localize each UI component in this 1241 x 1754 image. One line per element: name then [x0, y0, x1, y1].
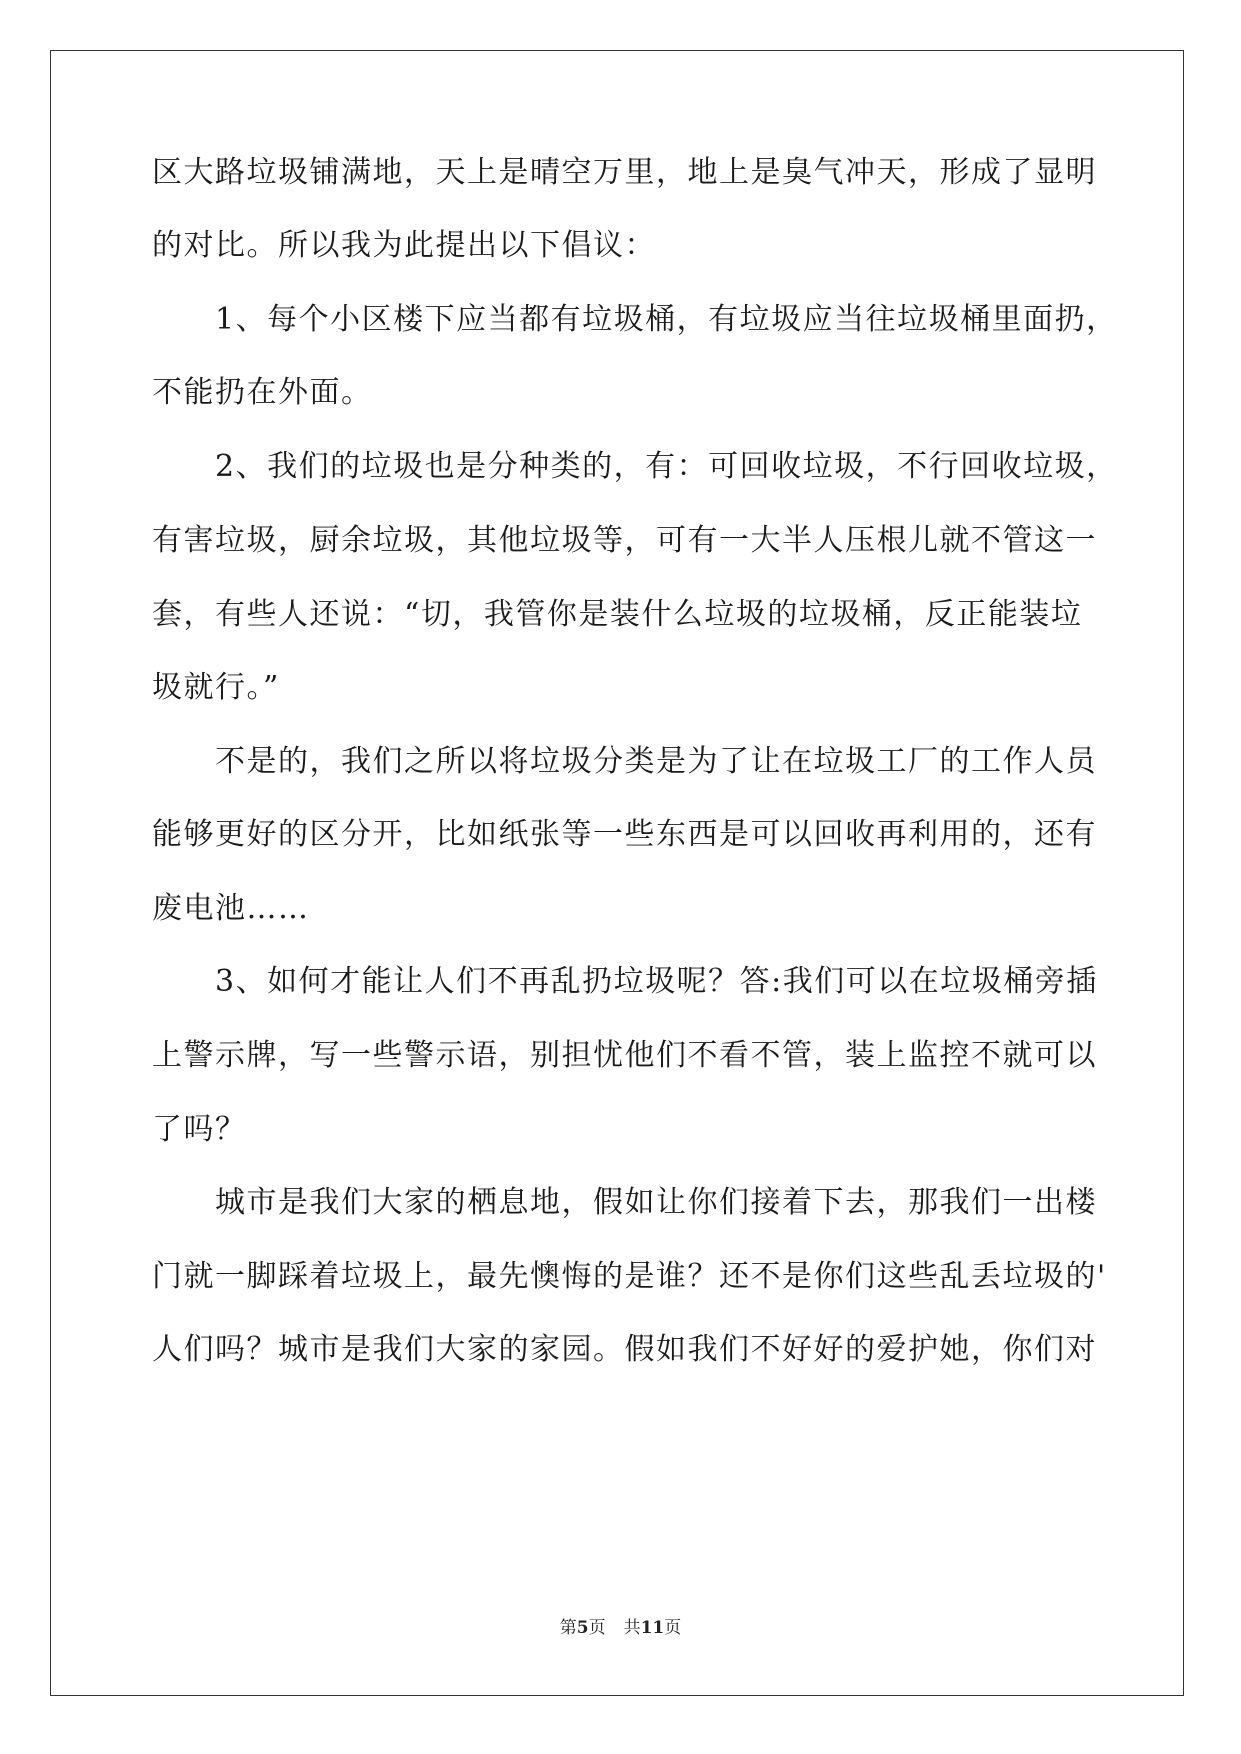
text-line: 1、每个小区楼下应当都有垃圾桶，有垃圾应当往垃圾桶里面扔，	[152, 302, 1118, 337]
text-line: 人们吗？城市是我们大家的家园。假如我们不好好的爱护她，你们对	[152, 1332, 1097, 1367]
page-border	[50, 50, 1184, 1696]
total-page-count: 11	[640, 1618, 665, 1638]
text-line: 不能扔在外面。	[152, 375, 373, 410]
page-unit: 页	[588, 1618, 606, 1638]
text-line: 门就一脚踩着垃圾上，最先懊悔的是谁？还不是你们这些乱丢垃圾的'	[152, 1259, 1107, 1294]
text-line: 套，有些人还说：“切，我管你是装什么垃圾的垃圾桶，反正能装垃	[152, 597, 1083, 632]
text-line: 废电池……	[152, 891, 310, 926]
text-line: 圾就行。”	[152, 670, 280, 705]
text-line: 不是的，我们之所以将垃圾分类是为了让在垃圾工厂的工作人员	[152, 744, 1097, 779]
total-unit: 页	[664, 1618, 682, 1638]
total-prefix: 共	[623, 1618, 641, 1638]
text-line: 能够更好的区分开，比如纸张等一些东西是可以回收再利用的，还有	[152, 817, 1097, 852]
text-line: 有害垃圾，厨余垃圾，其他垃圾等，可有一大半人压根儿就不管这一	[152, 523, 1097, 558]
text-line: 城市是我们大家的栖息地，假如让你们接着下去，那我们一出楼	[152, 1185, 1097, 1220]
text-line: 2、我们的垃圾也是分种类的，有：可回收垃圾，不行回收垃圾，	[152, 449, 1118, 484]
text-line: 区大路垃圾铺满地，天上是晴空万里，地上是臭气冲天，形成了显明	[152, 155, 1097, 190]
text-line: 了吗？	[152, 1112, 247, 1147]
page-footer	[0, 1616, 1241, 1640]
text-line: 3、如何才能让人们不再乱扔垃圾呢？答:我们可以在垃圾桶旁插	[152, 964, 1098, 999]
text-line: 上警示牌，写一些警示语，别担忧他们不看不管，装上监控不就可以	[152, 1038, 1097, 1073]
text-line: 的对比。所以我为此提出以下倡议：	[152, 228, 656, 263]
page-prefix: 第	[559, 1618, 577, 1638]
current-page-number: 5	[576, 1618, 589, 1638]
